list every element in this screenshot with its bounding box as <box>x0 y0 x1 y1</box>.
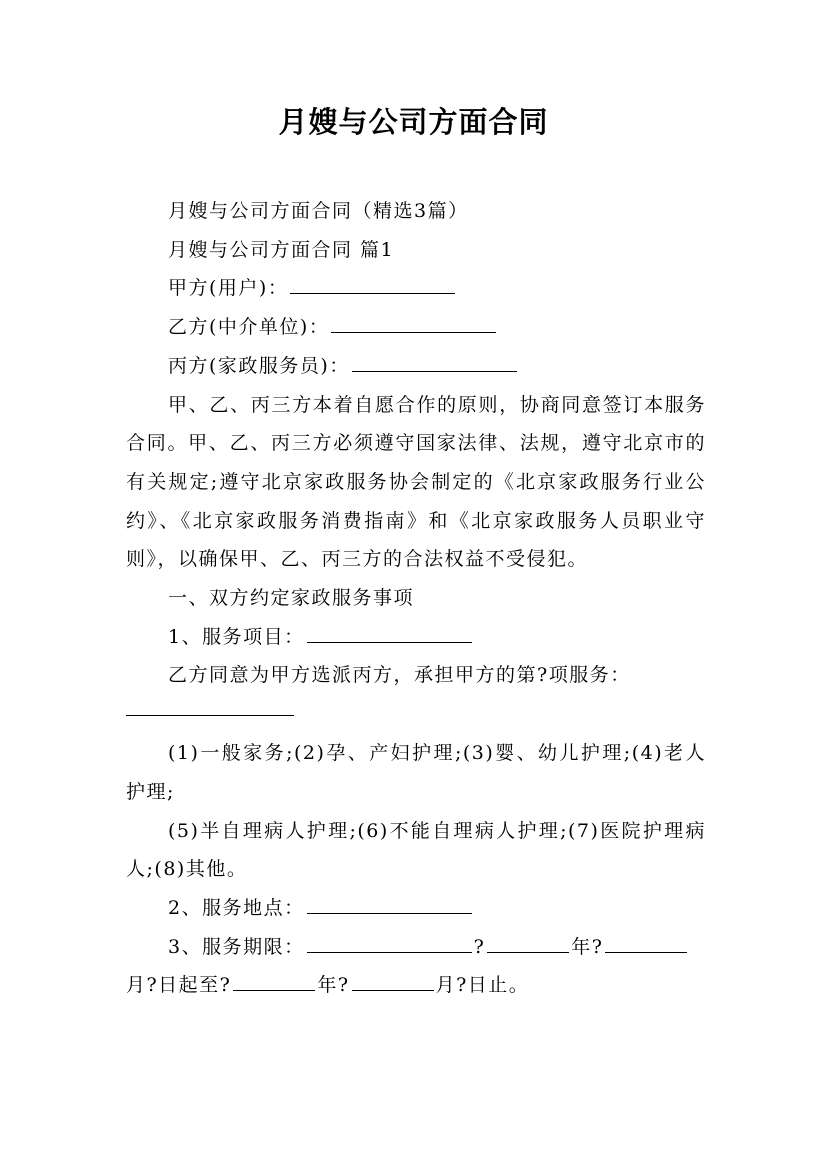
item3-blank-month1 <box>605 934 687 953</box>
item3-q1: ? <box>473 935 486 958</box>
part-heading: 月嫂与公司方面合同 篇1 <box>168 238 395 261</box>
party-a-label: 甲方(用户)： <box>168 277 289 300</box>
options-line2: (5)半自理病人护理;(6)不能自理病人护理;(7)医院护理病人;(8)其他。 <box>126 819 706 881</box>
party-b-line <box>126 308 706 347</box>
party-c-blank <box>352 353 517 372</box>
party-a-line <box>126 269 706 308</box>
party-b-label: 乙方(中介单位)： <box>168 316 330 339</box>
document-title: 月嫂与公司方面合同 <box>278 105 549 139</box>
party-a-blank <box>290 275 455 294</box>
item3-label: 3、服务期限： <box>168 935 305 958</box>
party-c-line <box>126 347 706 386</box>
item3-month-end: 月?日止。 <box>435 974 530 997</box>
item3-blank-year1 <box>487 934 569 953</box>
intro-paragraph: 甲、乙、丙三方本着自愿合作的原则，协商同意签订本服务合同。甲、乙、丙三方必须遵守国家法律、法规，遵守北京市的有关规定;遵守北京家政服务协会制定的《北京家政服务行业公约》、《北京家政服务消费指南》和《北京家政服务人员职业守则》，以确保甲、乙、丙三方的合法权益不受侵犯。 <box>126 393 706 571</box>
item2-line <box>126 889 706 928</box>
item1-desc-blank <box>126 695 294 716</box>
item2-blank <box>307 895 472 914</box>
document-subtitle: 月嫂与公司方面合同（精选3篇） <box>168 200 469 222</box>
item1-blank <box>307 624 472 643</box>
options-line1: (1)一般家务;(2)孕、产妇护理;(3)婴、幼儿护理;(4)老人护理; <box>126 742 706 803</box>
item3-line <box>126 928 706 1005</box>
item3-blank-month2 <box>352 972 434 991</box>
item3-month-start: 月?日起至? <box>126 974 232 997</box>
item3-year1: 年? <box>571 935 604 958</box>
item1-label: 1、服务项目： <box>168 625 305 648</box>
item3-blank-year2 <box>233 972 315 991</box>
item1-desc: 乙方同意为甲方选派丙方，承担甲方的第?项服务： <box>168 664 631 687</box>
item1-line <box>126 618 706 657</box>
item3-blank-main <box>307 934 472 953</box>
item2-label: 2、服务地点： <box>168 896 305 919</box>
party-b-blank <box>331 314 496 333</box>
section1-heading: 一、双方约定家政服务事项 <box>168 587 415 610</box>
document-body <box>126 192 706 1005</box>
item3-year2: 年? <box>317 974 350 997</box>
party-c-label: 丙方(家政服务员)： <box>168 354 350 377</box>
